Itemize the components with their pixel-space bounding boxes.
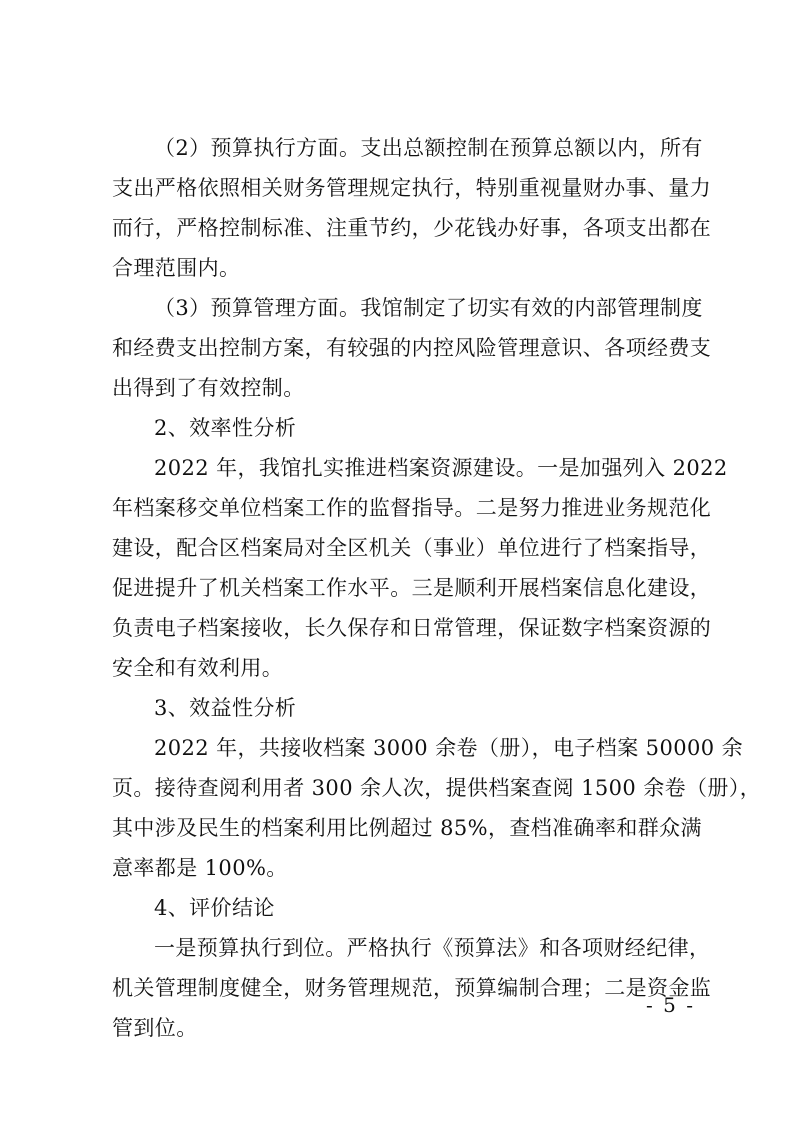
paragraph-efficiency-line-1: 2022 年，我馆扎实推进档案资源建设。一是加强列入 2022 — [154, 456, 728, 480]
section-heading-evaluation-conclusion: 4、评价结论 — [154, 896, 275, 920]
paragraph-conclusion-line-2: 机关管理制度健全，财务管理规范，预算编制合理；二是资金监 — [112, 976, 712, 1000]
paragraph-budget-management-line-1: （3）预算管理方面。我馆制定了切实有效的内部管理制度 — [154, 296, 703, 320]
paragraph-conclusion-line-1: 一是预算执行到位。严格执行《预算法》和各项财经纪律， — [154, 936, 711, 960]
paragraph-conclusion-line-3: 管到位。 — [112, 1016, 198, 1040]
paragraph-budget-management-line-3: 出得到了有效控制。 — [112, 376, 305, 400]
document-body — [112, 128, 762, 1048]
paragraph-budget-execution-line-4: 合理范围内。 — [112, 256, 241, 280]
paragraph-effectiveness-line-2: 页。接待查阅利用者 300 余人次，提供档案查阅 1500 余卷（册）， — [112, 776, 762, 800]
paragraph-effectiveness-line-1: 2022 年，共接收档案 3000 余卷（册），电子档案 50000 余 — [154, 736, 743, 760]
section-heading-efficiency: 2、效率性分析 — [154, 416, 297, 440]
paragraph-efficiency-line-2: 年档案移交单位档案工作的监督指导。二是努力推进业务规范化 — [112, 496, 712, 520]
paragraph-efficiency-line-5: 负责电子档案接收，长久保存和日常管理，保证数字档案资源的 — [112, 616, 712, 640]
paragraph-budget-execution-line-2: 支出严格依照相关财务管理规定执行，特别重视量财办事、量力 — [112, 176, 712, 200]
paragraph-budget-execution-line-3: 而行，严格控制标准、注重节约，少花钱办好事，各项支出都在 — [112, 216, 712, 240]
paragraph-budget-management-line-2: 和经费支出控制方案，有较强的内控风险管理意识、各项经费支 — [112, 336, 712, 360]
paragraph-efficiency-line-3: 建设，配合区档案局对全区机关（事业）单位进行了档案指导， — [112, 536, 712, 560]
paragraph-efficiency-line-6: 安全和有效利用。 — [112, 656, 284, 680]
page-number: - 5 - — [646, 993, 695, 1017]
section-heading-effectiveness: 3、效益性分析 — [154, 696, 297, 720]
paragraph-efficiency-line-4: 促进提升了机关档案工作水平。三是顺利开展档案信息化建设， — [112, 576, 712, 600]
paragraph-effectiveness-line-4: 意率都是 100%。 — [112, 856, 288, 880]
paragraph-effectiveness-line-3: 其中涉及民生的档案利用比例超过 85%，查档准确率和群众满 — [112, 816, 702, 840]
paragraph-budget-execution-line-1: （2）预算执行方面。支出总额控制在预算总额以内，所有 — [154, 136, 703, 160]
